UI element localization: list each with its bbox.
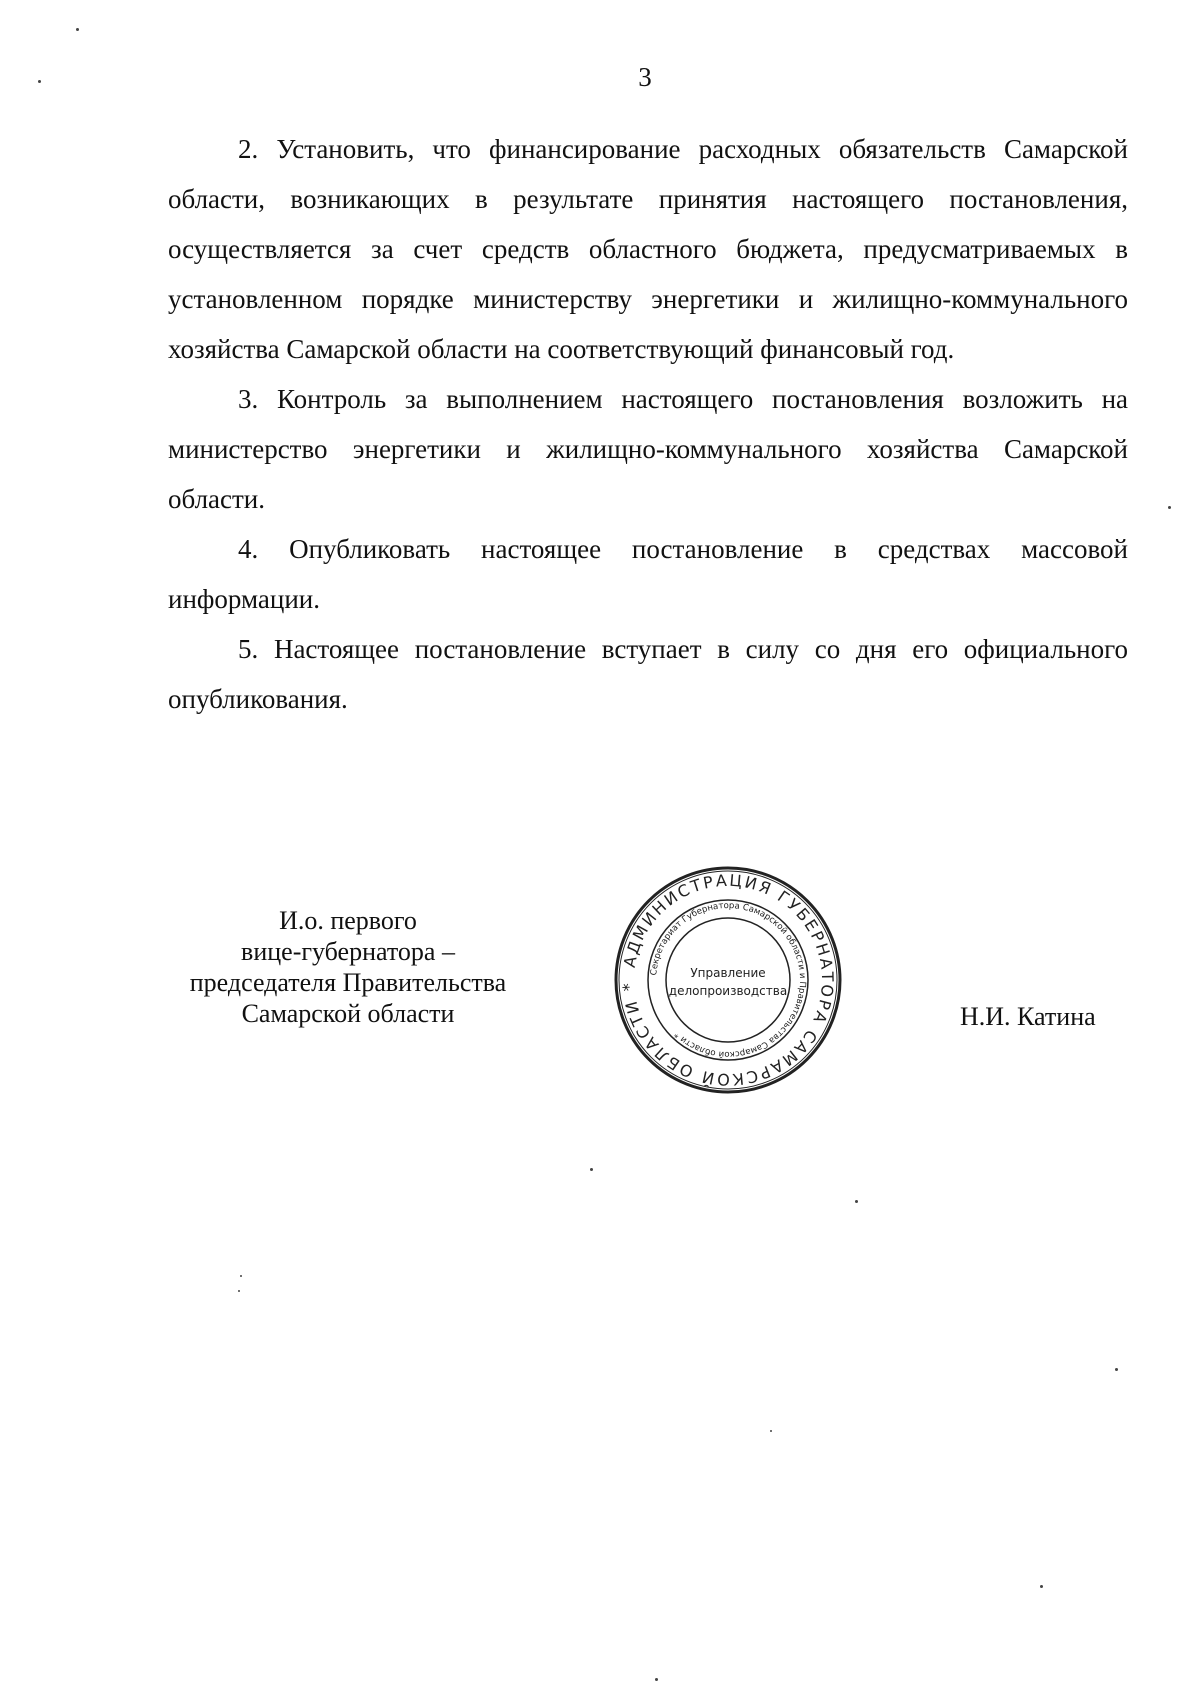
scan-speck xyxy=(655,1678,658,1681)
scan-speck xyxy=(240,1275,242,1277)
position-line: И.о. первого xyxy=(279,906,417,935)
stamp-inner-text: Секретариат Губернатора Самарской области и Правительства Самарской области * xyxy=(649,900,808,1060)
signatory-position xyxy=(168,905,528,1029)
signatory-name: Н.И. Катина xyxy=(960,1002,1096,1031)
paragraph-5: 5. Настоящее постановление вступает в силу со дня его официального опубликования. xyxy=(168,634,1128,714)
position-line: вице-губернатора – xyxy=(241,937,455,966)
stamp-outer-text: АДМИНИСТРАЦИЯ ГУБЕРНАТОРА САМАРСКОЙ ОБЛАСТИ * xyxy=(618,870,838,1090)
scan-speck xyxy=(1040,1585,1043,1588)
paragraph-3: 3. Контроль за выполнением настоящего постановления возложить на министерство энергетики и жилищно-коммунального хозяйства Самарской области. xyxy=(168,384,1128,514)
scan-speck xyxy=(1115,1368,1118,1371)
scan-speck xyxy=(38,80,41,83)
position-line: председателя Правительства xyxy=(189,968,507,997)
stamp-middle-ring xyxy=(648,900,808,1060)
scan-speck xyxy=(238,1290,240,1292)
paragraph-2: 2. Установить, что финансирование расходных обязательств Самарской области, возникающих в результате принятия настоящего постановления, осуществляется за счет средств областного бюджета, предусматриваемых в установленном порядке министерству энергетики и жилищно-коммунального хозяйства Самарской области на соответствующий финансовый год. xyxy=(168,134,1128,364)
paragraph-4: 4. Опубликовать настоящее постановление в средствах массовой информации. xyxy=(168,534,1128,614)
scan-speck xyxy=(770,1430,772,1432)
scan-speck xyxy=(855,1200,858,1203)
page-number: 3 xyxy=(638,62,652,92)
stamp-center-line-2: делопроизводства xyxy=(668,984,788,998)
scan-speck xyxy=(76,28,79,31)
scan-speck xyxy=(1168,506,1171,509)
stamp-inner-ring xyxy=(666,918,790,1042)
document-body xyxy=(168,124,1128,724)
official-stamp xyxy=(612,864,844,1096)
scan-speck xyxy=(590,1168,593,1171)
position-line: Самарской области xyxy=(241,999,455,1028)
stamp-center-line-1: Управление xyxy=(690,966,766,980)
